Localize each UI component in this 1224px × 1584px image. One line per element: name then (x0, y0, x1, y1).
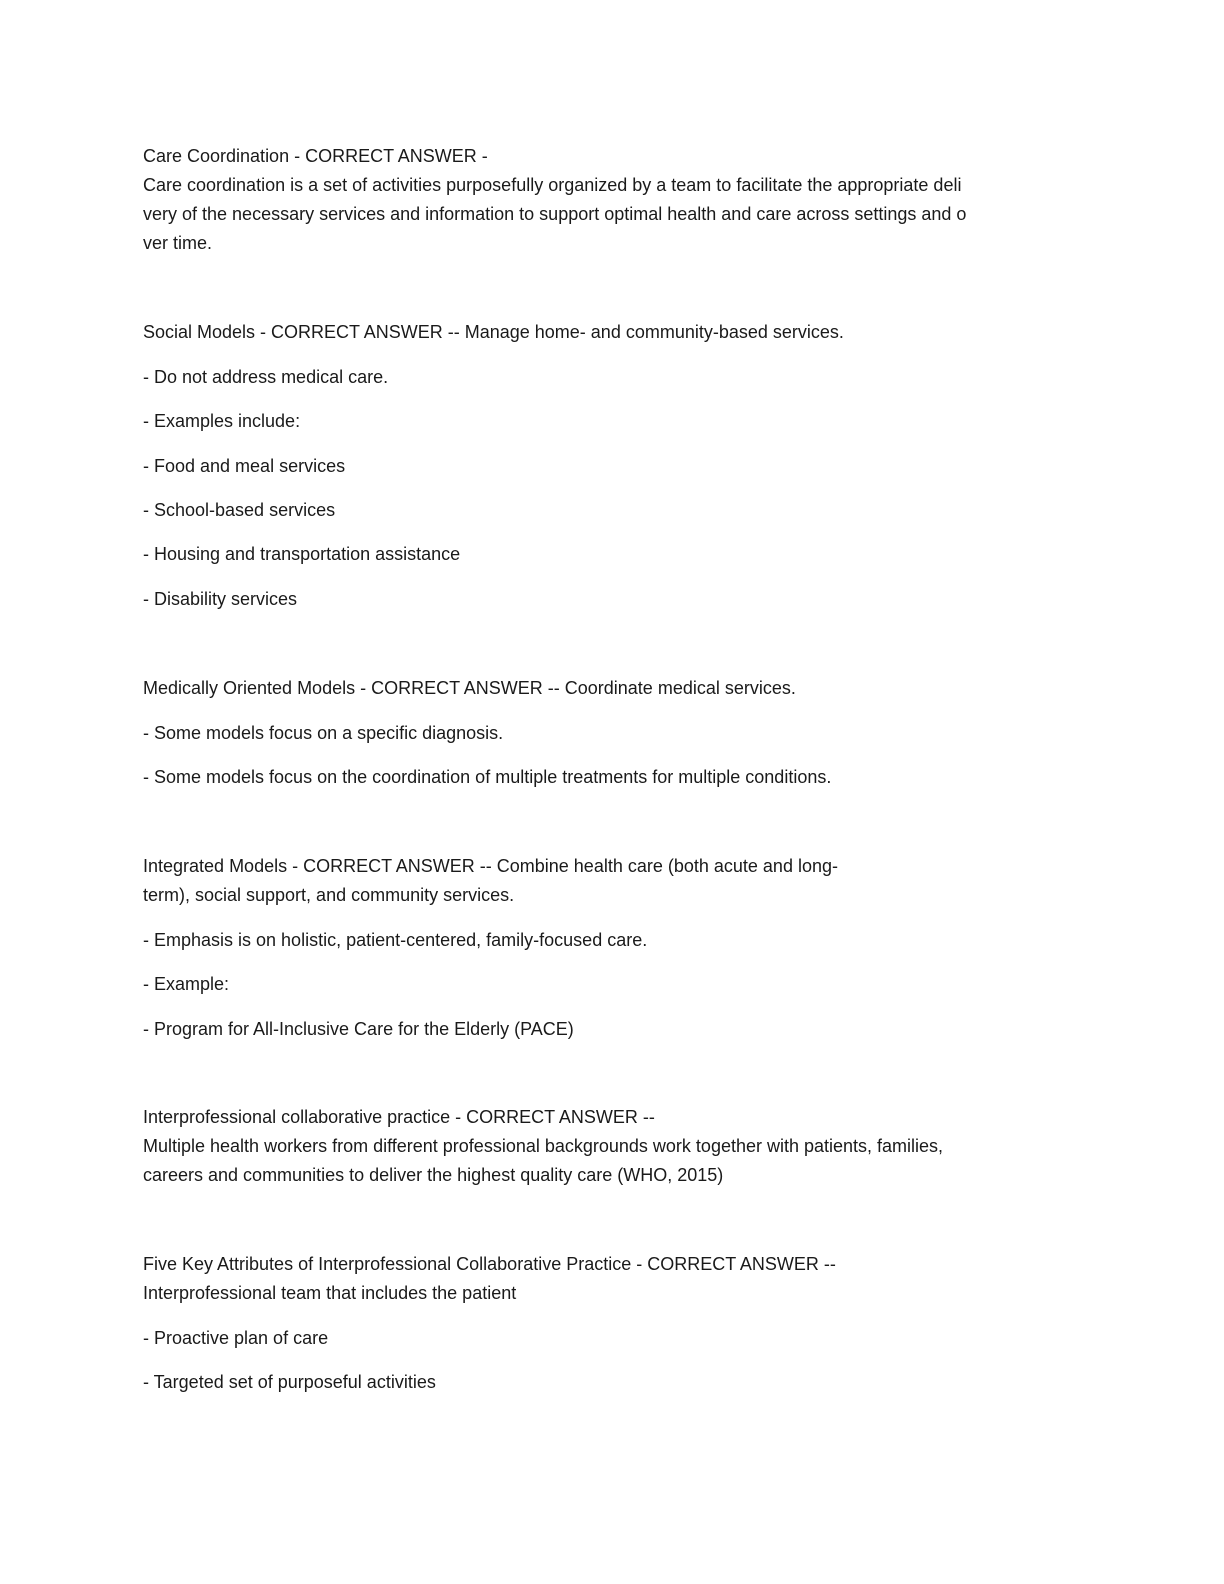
section-social-models-line: - Disability services (143, 589, 298, 609)
section-medical-models-line: - Some models focus on a specific diagnosis. (143, 723, 504, 743)
section-medical-models-line: - Some models focus on the coordination of multiple treatments for multiple conditions. (143, 767, 832, 787)
section-care-coordination-line: very of the necessary services and information to support optimal health and care across settings and o (143, 204, 967, 224)
section-social-models-line: - Do not address medical care. (143, 367, 389, 387)
section-social-models-line: - Food and meal services (143, 456, 346, 476)
section-social-models-line: - Housing and transportation assistance (143, 544, 461, 564)
section-integrated-models-title: Integrated Models - CORRECT ANSWER -- Combine health care (both acute and long- (143, 856, 838, 876)
section-interprofessional-title: Interprofessional collaborative practice - CORRECT ANSWER -- (143, 1107, 655, 1127)
section-integrated-models-line: term), social support, and community services. (143, 885, 515, 905)
section-care-coordination-line: ver time. (143, 233, 213, 253)
section-integrated-models-line: - Program for All-Inclusive Care for the Elderly (PACE) (143, 1019, 574, 1039)
section-integrated-models-line: - Example: (143, 974, 230, 994)
section-five-attributes-line: - Proactive plan of care (143, 1328, 329, 1348)
section-social-models-line: - School-based services (143, 500, 336, 520)
section-integrated-models-line: - Emphasis is on holistic, patient-centered, family-focused care. (143, 930, 648, 950)
section-five-attributes-title: Five Key Attributes of Interprofessional Collaborative Practice - CORRECT ANSWER -- (143, 1254, 836, 1274)
section-care-coordination-line: Care coordination is a set of activities purposefully organized by a team to facilitate the appropriate deli (143, 175, 962, 195)
section-five-attributes-line: Interprofessional team that includes the patient (143, 1283, 517, 1303)
section-social-models-title: Social Models - CORRECT ANSWER -- Manage home- and community-based services. (143, 322, 844, 342)
section-five-attributes-line: - Targeted set of purposeful activities (143, 1372, 436, 1392)
section-interprofessional-line: careers and communities to deliver the highest quality care (WHO, 2015) (143, 1165, 724, 1185)
section-medical-models-title: Medically Oriented Models - CORRECT ANSWER -- Coordinate medical services. (143, 678, 796, 698)
section-interprofessional-line: Multiple health workers from different professional backgrounds work together with patients, families, (143, 1136, 944, 1156)
section-care-coordination-title: Care Coordination - CORRECT ANSWER - (143, 146, 488, 166)
section-social-models-line: - Examples include: (143, 411, 301, 431)
